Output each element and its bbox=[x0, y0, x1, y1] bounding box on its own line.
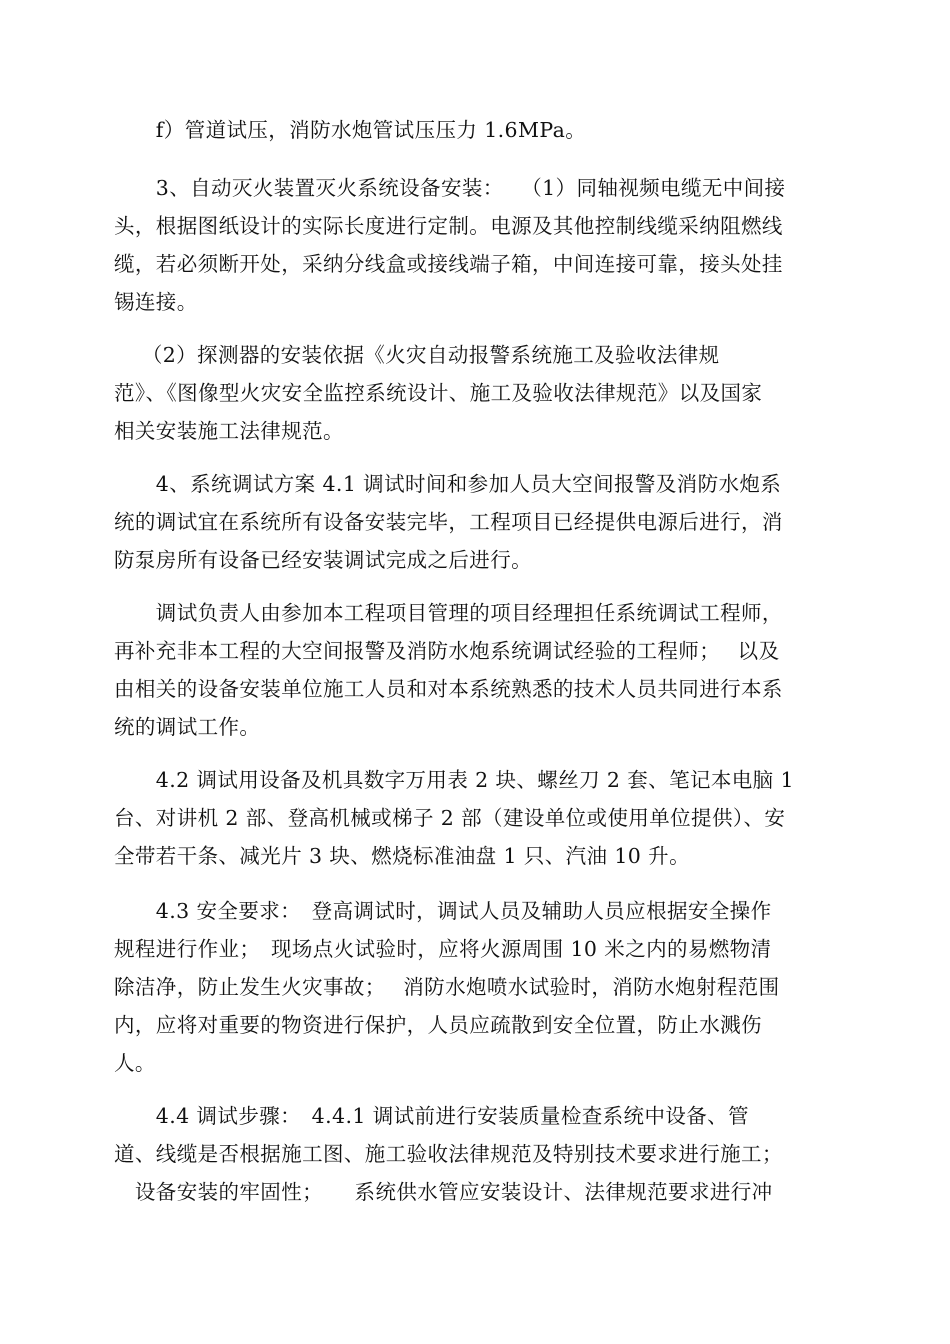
text-line: 全带若干条、减光片 3 块、燃烧标准油盘 1 只、汽油 10 升。 bbox=[114, 844, 690, 868]
text-line: 内，应将对重要的物资进行保护，人员应疏散到安全位置，防止水溅伤 bbox=[114, 1013, 762, 1037]
text-line: 由相关的设备安装单位施工人员和对本系统熟悉的技术人员共同进行本系 bbox=[114, 677, 783, 701]
paragraph-safety-requirements bbox=[114, 892, 834, 1082]
text-line: 4、系统调试方案 4.1 调试时间和参加人员大空间报警及消防水炮系 bbox=[114, 472, 782, 496]
paragraph-commissioning-equipment bbox=[114, 761, 834, 875]
text-line: 3、自动灭火装置灭火系统设备安装： （1）同轴视频电缆无中间接 bbox=[114, 176, 786, 200]
text-line: 人。 bbox=[114, 1051, 156, 1075]
paragraph-extinguishing-device-installation bbox=[114, 169, 834, 321]
text-line: 缆，若必须断开处，采纳分线盒或接线端子箱，中间连接可靠，接头处挂 bbox=[114, 252, 783, 276]
text-line: 再补充非本工程的大空间报警及消防水炮系统调试经验的工程师； 以及 bbox=[114, 639, 780, 663]
paragraph-commissioning-steps bbox=[114, 1097, 834, 1211]
text-line: （2）探测器的安装依据《火灾自动报警系统施工及验收法律规 bbox=[114, 343, 720, 367]
paragraph-detector-installation bbox=[114, 336, 834, 450]
text-line: 规程进行作业； 现场点火试验时，应将火源周围 10 米之内的易燃物清 bbox=[114, 937, 772, 961]
text-line: 统的调试宜在系统所有设备安装完毕，工程项目已经提供电源后进行，消 bbox=[114, 510, 783, 534]
text-line: 4.3 安全要求： 登高调试时，调试人员及辅助人员应根据安全操作 bbox=[114, 899, 772, 923]
paragraph-pipe-pressure-test bbox=[114, 111, 834, 149]
text-line: 调试负责人由参加本工程项目管理的项目经理担任系统调试工程师， bbox=[114, 601, 783, 625]
text-line: 台、对讲机 2 部、登高机械或梯子 2 部（建设单位或使用单位提供）、安 bbox=[114, 806, 786, 830]
paragraph-system-commissioning-plan bbox=[114, 465, 834, 579]
text-line: 4.2 调试用设备及机具数字万用表 2 块、螺丝刀 2 套、笔记本电脑 1 bbox=[114, 768, 794, 792]
text-line: 统的调试工作。 bbox=[114, 715, 261, 739]
text-line: 4.4 调试步骤： 4.4.1 调试前进行安装质量检查系统中设备、管 bbox=[114, 1104, 749, 1128]
paragraph-commissioning-personnel bbox=[114, 594, 834, 746]
text-line: 除洁净，防止发生火灾事故； 消防水炮喷水试验时，消防水炮射程范围 bbox=[114, 975, 780, 999]
text-line: 防泵房所有设备已经安装调试完成之后进行。 bbox=[114, 548, 532, 572]
text-line: 范》、《图像型火灾安全监控系统设计、施工及验收法律规范》以及国家 bbox=[114, 381, 763, 405]
text-line: 设备安装的牢固性； 系统供水管应安装设计、法律规范要求进行冲 bbox=[114, 1180, 773, 1204]
text-line: 相关安装施工法律规范。 bbox=[114, 419, 344, 443]
text-line: 头，根据图纸设计的实际长度进行定制。电源及其他控制线缆采纳阻燃线 bbox=[114, 214, 783, 238]
text-line: 锡连接。 bbox=[114, 290, 198, 314]
text-line: f）管道试压，消防水炮管试压压力 1.6MPa。 bbox=[114, 118, 587, 142]
text-line: 道、线缆是否根据施工图、施工验收法律规范及特别技术要求进行施工； bbox=[114, 1142, 783, 1166]
